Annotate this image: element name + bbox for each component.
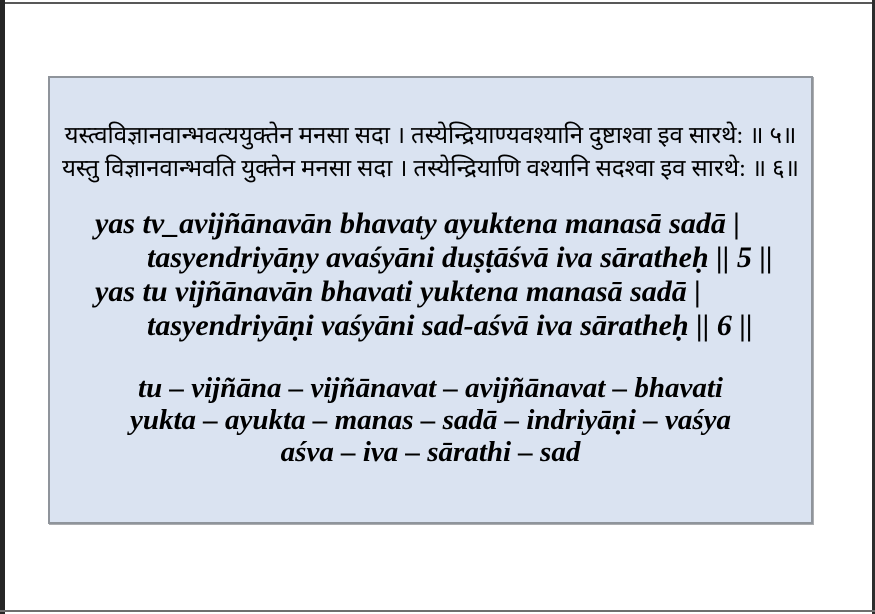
page-top-edge <box>0 2 875 4</box>
vocabulary-line-3: aśva – iva – sārathi – sad <box>280 436 581 468</box>
devanagari-verse-line-5: यस्त्वविज्ञानवान्भवत्ययुक्तेन मनसा सदा । तस्येन्द्रियाण्यवश्यानि दुष्टाश्वा इव सारथे: ॥ ५॥ <box>64 123 797 149</box>
vocabulary-line-2: yukta – ayukta – manas – sadā – indriyāṇi – vaśya <box>130 404 731 436</box>
transliteration-line-1: yas tv_avijñānavān bhavaty ayuktena manasā sadā | <box>95 207 740 240</box>
devanagari-verse-block <box>50 78 811 186</box>
transliteration-block <box>50 207 811 343</box>
transliteration-line-2: tasyendriyāṇy avaśyāni duṣṭāśvā iva sāratheḥ || 5 || <box>147 241 773 274</box>
transliteration-line-3: yas tu vijñānavān bhavati yuktena manasā sadā | <box>95 275 701 308</box>
vocabulary-line-1: tu – vijñāna – vijñānavat – avijñānavat – bhavati <box>138 372 723 404</box>
page-bottom-edge <box>0 610 875 612</box>
vocabulary-block <box>50 372 811 468</box>
devanagari-verse-line-6: यस्तु विज्ञानवान्भवति युक्तेन मनसा सदा । तस्येन्द्रियाणि वश्यानि सदश्वा इव सारथे: ॥ ६॥ <box>61 156 800 182</box>
verse-panel <box>48 76 813 524</box>
transliteration-line-4: tasyendriyāṇi vaśyāni sad-aśvā iva sāratheḥ || 6 || <box>147 309 753 342</box>
page-left-edge <box>0 0 5 614</box>
